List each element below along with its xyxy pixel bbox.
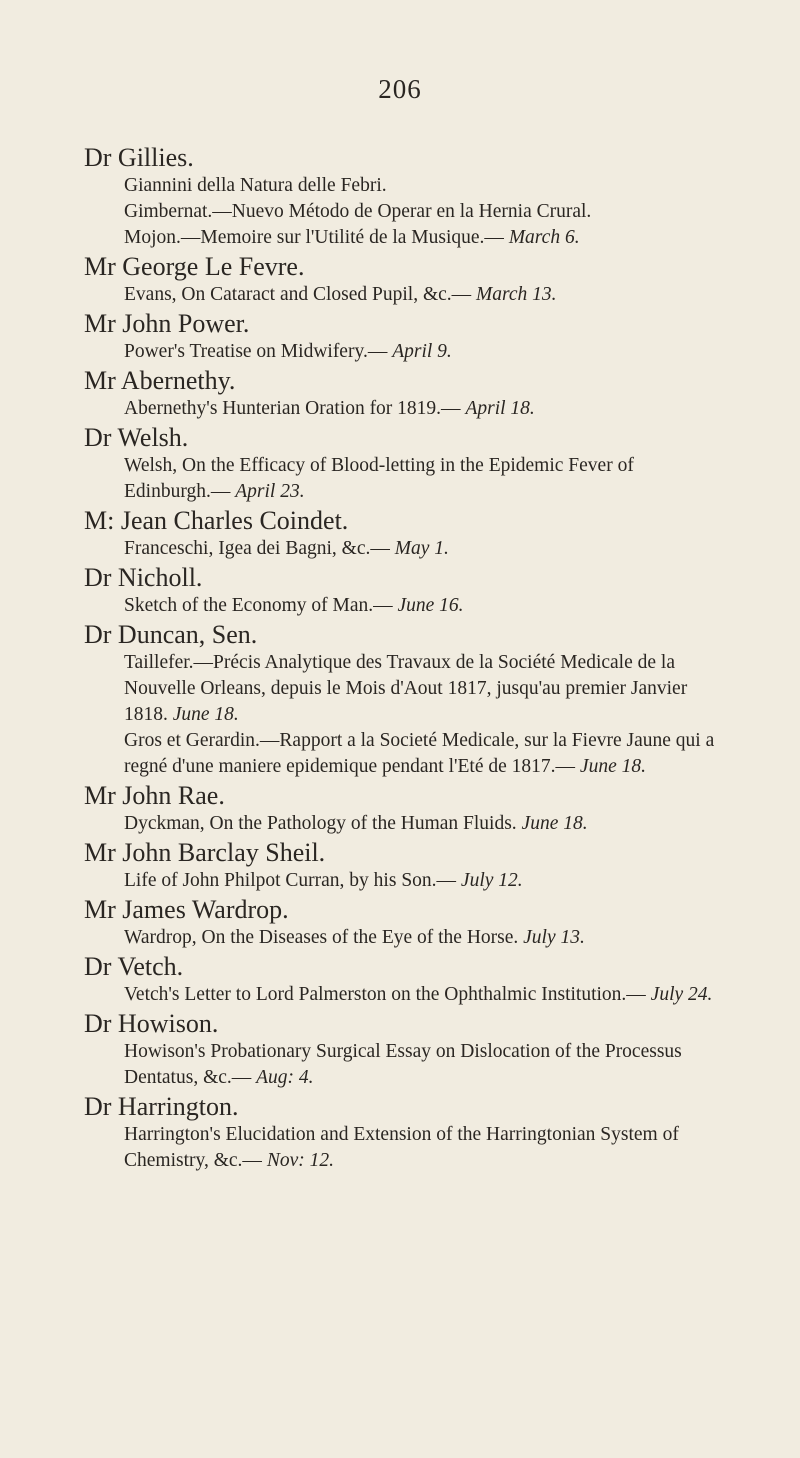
work-title: Vetch's Letter to Lord Palmerston on the Ophthalmic Institution.— — [124, 984, 646, 1005]
donation-date: Aug: 4. — [256, 1067, 314, 1088]
donor-name: Mr Abernethy. — [84, 366, 236, 395]
donated-work — [124, 453, 724, 505]
donation-entry — [84, 1008, 724, 1091]
donor-name: Mr John Power. — [84, 309, 250, 338]
donation-date: June 16. — [397, 595, 464, 616]
donor-name: Mr John Barclay Sheil. — [84, 838, 326, 867]
work-title: Welsh, On the Efficacy of Blood-letting in the Epidemic Fever of Edinburgh.— — [124, 455, 634, 502]
donated-work — [124, 225, 724, 251]
donated-work — [124, 199, 724, 225]
donor-name: Dr Nicholl. — [84, 563, 203, 592]
donation-entry — [84, 562, 724, 619]
donation-date: April 23. — [235, 481, 305, 502]
donation-date: June 18. — [521, 813, 588, 834]
donor-name: Mr John Rae. — [84, 781, 225, 810]
work-title: Power's Treatise on Midwifery.— — [124, 341, 388, 362]
donation-entry — [84, 837, 724, 894]
donated-work — [124, 536, 724, 562]
donation-date: April 18. — [465, 398, 535, 419]
work-title: Wardrop, On the Diseases of the Eye of the Horse. — [124, 927, 519, 948]
donation-date: July 13. — [523, 927, 585, 948]
donation-date: May 1. — [394, 538, 449, 559]
donor-name: Dr Duncan, Sen. — [84, 620, 258, 649]
work-title: Giannini della Natura delle Febri. — [124, 175, 387, 196]
work-title: Gros et Gerardin.—Rapport a la Societé Medicale, sur la Fievre Jaune qui a regné d'une maniere epidemique pendant l'Eté de 1817.— — [124, 730, 715, 777]
work-title: Evans, On Cataract and Closed Pupil, &c.— — [124, 284, 472, 305]
donor-name: Mr James Wardrop. — [84, 895, 289, 924]
donation-entry — [84, 365, 724, 422]
donation-entry — [84, 142, 724, 251]
donated-work — [124, 1122, 724, 1174]
donated-work — [124, 811, 724, 837]
donor-name: Dr Gillies. — [84, 143, 194, 172]
page-number: 206 — [378, 74, 422, 104]
donor-name: Dr Welsh. — [84, 423, 189, 452]
work-title: Harrington's Elucidation and Extension of the Harringtonian System of Chemistry, &c.— — [124, 1124, 679, 1171]
donation-entry — [84, 1091, 724, 1174]
donated-work — [124, 282, 724, 308]
work-title: Gimbernat.—Nuevo Método de Operar en la Hernia Crural. — [124, 201, 592, 222]
work-title: Taillefer.—Précis Analytique des Travaux de la Société Medicale de la Nouvelle Orleans, depuis le Mois d'Aout 1817, jusqu'au premier Janvier 1818. — [124, 652, 688, 725]
donated-work — [124, 982, 724, 1008]
donated-work — [124, 1039, 724, 1091]
work-title: Sketch of the Economy of Man.— — [124, 595, 393, 616]
work-title: Abernethy's Hunterian Oration for 1819.— — [124, 398, 461, 419]
donated-work — [124, 593, 724, 619]
work-title: Mojon.—Memoire sur l'Utilité de la Musique.— — [124, 227, 504, 248]
donation-entry — [84, 308, 724, 365]
donation-date: Nov: 12. — [266, 1150, 334, 1171]
donation-entry — [84, 894, 724, 951]
donation-entry — [84, 780, 724, 837]
donation-entry — [84, 951, 724, 1008]
donation-date: July 24. — [650, 984, 713, 1005]
donation-entry — [84, 251, 724, 308]
donation-date: July 12. — [460, 870, 523, 891]
work-title: Howison's Probationary Surgical Essay on Dislocation of the Processus Dentatus, &c.— — [124, 1041, 682, 1088]
donated-work — [124, 339, 724, 365]
donation-entry — [84, 619, 724, 780]
work-title: Dyckman, On the Pathology of the Human Fluids. — [124, 813, 517, 834]
donation-date: April 9. — [392, 341, 452, 362]
donor-name: Dr Howison. — [84, 1009, 219, 1038]
donor-name: Dr Vetch. — [84, 952, 184, 981]
donor-name: M: Jean Charles Coindet. — [84, 506, 349, 535]
donated-work — [124, 728, 724, 780]
donated-work — [124, 173, 724, 199]
work-title: Franceschi, Igea dei Bagni, &c.— — [124, 538, 390, 559]
donation-date: June 18. — [579, 756, 646, 777]
donation-date: March 6. — [508, 227, 580, 248]
donated-work — [124, 396, 724, 422]
donor-name: Dr Harrington. — [84, 1092, 239, 1121]
donated-work — [124, 925, 724, 951]
donation-date: June 18. — [172, 704, 239, 725]
donated-work — [124, 868, 724, 894]
donor-name: Mr George Le Fevre. — [84, 252, 305, 281]
donation-entry — [84, 505, 724, 562]
donated-work — [124, 650, 724, 728]
donation-date: March 13. — [476, 284, 557, 305]
donations-list — [84, 142, 724, 1174]
donation-entry — [84, 422, 724, 505]
work-title: Life of John Philpot Curran, by his Son.— — [124, 870, 457, 891]
